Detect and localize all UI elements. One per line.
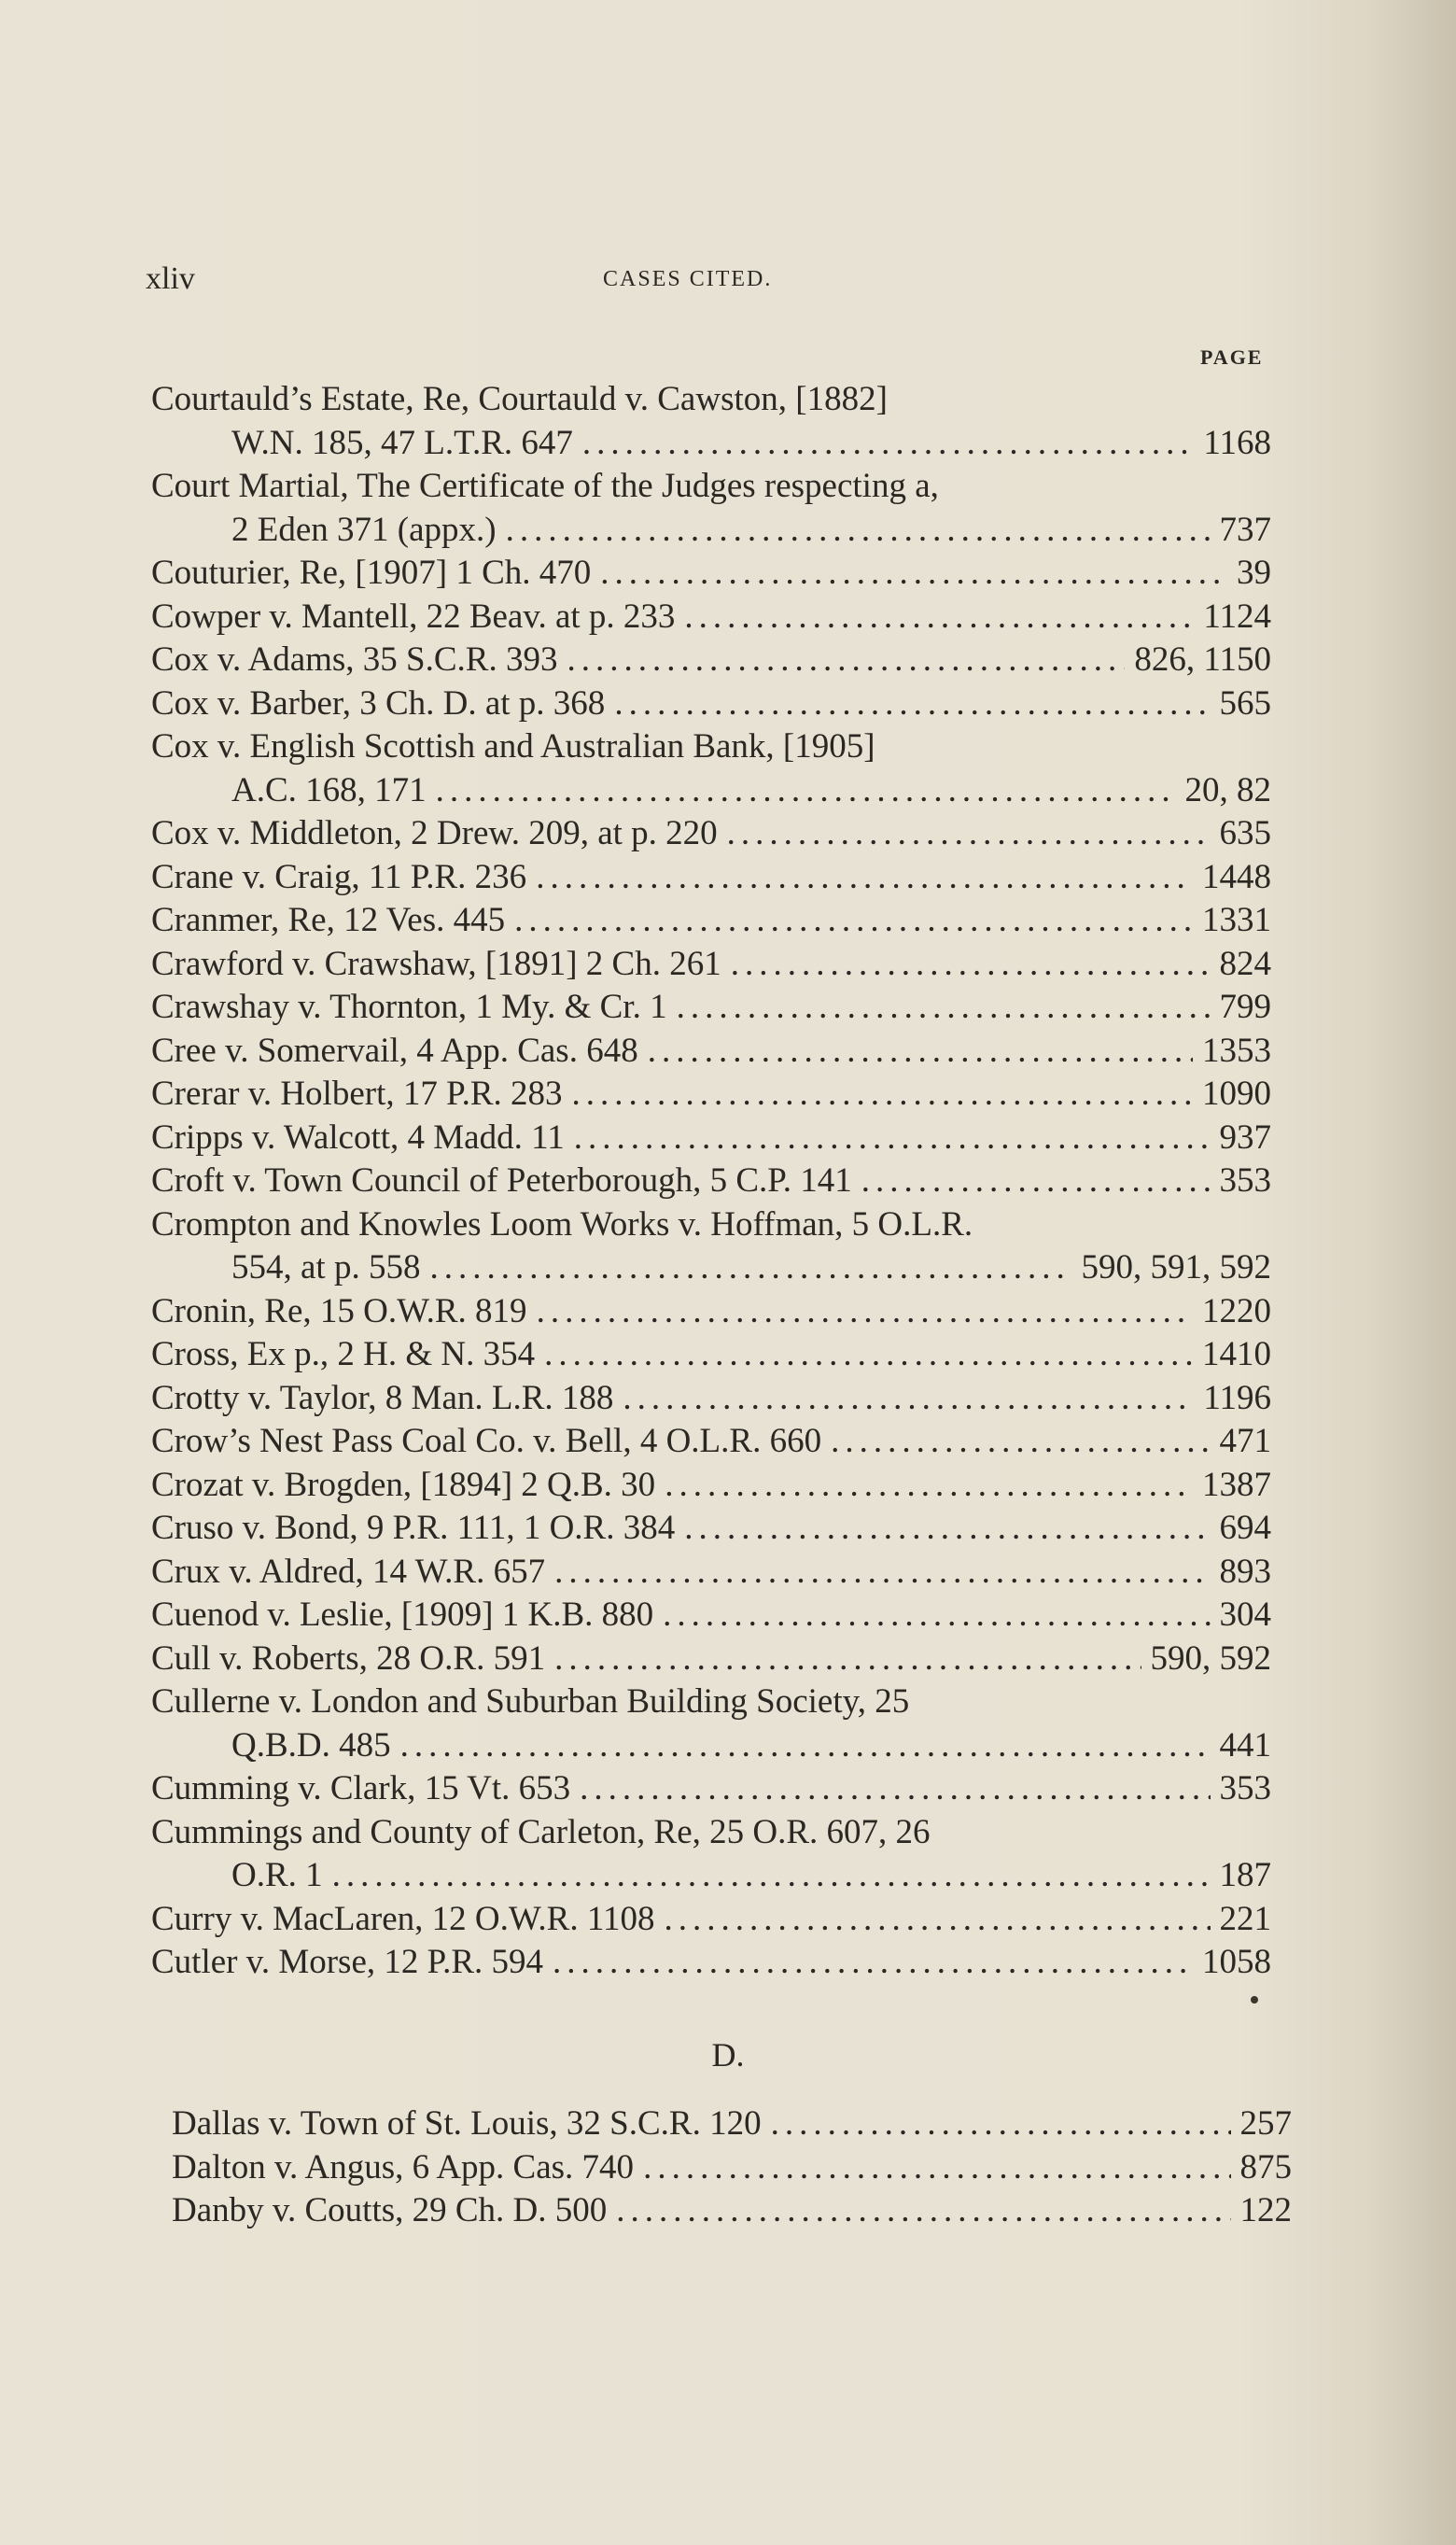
- case-entry: [172, 2189, 1292, 2233]
- case-line: [151, 378, 1271, 422]
- dot-leader: [544, 1333, 1193, 1377]
- case-entry: [151, 1030, 1271, 1074]
- page-reference: 1353: [1202, 1031, 1271, 1070]
- case-citation-text: Crompton and Knowles Loom Works v. Hoffman, 5 O.L.R.: [151, 1204, 973, 1244]
- dot-leader: [332, 1854, 1211, 1898]
- case-entry: [151, 682, 1271, 726]
- case-citation-text: Court Martial, The Certificate of the Judges respecting a,: [151, 467, 939, 505]
- page-reference: 221: [1219, 1899, 1271, 1938]
- page-header: [146, 261, 1275, 308]
- case-line: [151, 1290, 1271, 1334]
- case-citation-text: Croft v. Town Council of Peterborough, 5 C.P. 141: [151, 1161, 852, 1200]
- case-citation-text: Cronin, Re, 15 O.W.R. 819: [151, 1291, 527, 1330]
- case-entry: [151, 1941, 1271, 1985]
- case-line: [151, 1030, 1271, 1074]
- case-entry: [151, 856, 1271, 900]
- dot-leader: [684, 1507, 1210, 1551]
- page-reference: 826, 1150: [1134, 640, 1271, 679]
- dot-leader: [616, 2189, 1230, 2233]
- section-heading-d: D.: [711, 2036, 745, 2074]
- dot-leader: [554, 1551, 1210, 1595]
- case-line: [151, 1941, 1271, 1985]
- case-entry: [151, 1333, 1271, 1377]
- case-line: [151, 812, 1271, 856]
- case-citation-text: Dallas v. Town of St. Louis, 32 S.C.R. 120: [172, 2104, 762, 2143]
- dot-leader: [664, 1898, 1210, 1942]
- case-citation-text: Crozat v. Brogden, [1894] 2 Q.B. 30: [151, 1465, 656, 1504]
- case-citation-text: Cruso v. Bond, 9 P.R. 111, 1 O.R. 384: [151, 1509, 676, 1547]
- page-reference: 1124: [1203, 597, 1271, 636]
- case-entry: [151, 986, 1271, 1030]
- dot-leader: [663, 1594, 1210, 1638]
- case-line: [151, 1854, 1271, 1898]
- case-line: [151, 1246, 1271, 1290]
- dot-leader: [506, 509, 1211, 553]
- dot-leader: [861, 1160, 1211, 1203]
- case-entry: [151, 1160, 1271, 1203]
- page-reference: 590, 591, 592: [1081, 1248, 1271, 1287]
- case-citation-text: Cull v. Roberts, 28 O.R. 591: [151, 1638, 546, 1678]
- case-entry: [151, 943, 1271, 987]
- case-citation-text: Crow’s Nest Pass Coal Co. v. Bell, 4 O.L.R. 660: [151, 1422, 822, 1460]
- case-line: [151, 943, 1271, 987]
- case-citation-text: Cox v. Barber, 3 Ch. D. at p. 368: [151, 683, 606, 723]
- page-reference: 20, 82: [1184, 770, 1271, 809]
- case-line: [172, 2189, 1292, 2233]
- page-reference: 893: [1219, 1552, 1271, 1591]
- case-entry: [151, 552, 1271, 596]
- case-entry: [151, 899, 1271, 943]
- case-line: [151, 1160, 1271, 1203]
- page-column-label: PAGE: [1200, 345, 1264, 369]
- case-entry: [151, 596, 1271, 640]
- page-reference: 1058: [1202, 1943, 1271, 1981]
- case-line: [172, 2146, 1292, 2190]
- case-line: [151, 1811, 1271, 1855]
- dot-leader: [572, 1073, 1193, 1117]
- page-reference: 1196: [1203, 1378, 1271, 1417]
- page-reference: 937: [1219, 1118, 1271, 1157]
- case-line: [151, 725, 1271, 769]
- folio-number: xliv: [146, 261, 195, 296]
- case-line: [151, 682, 1271, 726]
- case-line: [151, 1680, 1271, 1724]
- case-citation-text: 554, at p. 558: [231, 1248, 421, 1287]
- page-reference: 1168: [1203, 423, 1271, 462]
- page-reference: 122: [1239, 2191, 1292, 2229]
- case-entry: [151, 1811, 1271, 1898]
- case-entry: [151, 725, 1271, 812]
- case-citation-text: Cox v. Middleton, 2 Drew. 209, at p. 220: [151, 814, 718, 852]
- page-reference: 1410: [1202, 1335, 1271, 1373]
- page-reference: 1331: [1202, 901, 1271, 939]
- case-citation-text: Crawford v. Crawshaw, [1891] 2 Ch. 261: [151, 944, 721, 983]
- dot-leader: [574, 1117, 1211, 1160]
- case-entry: [172, 2102, 1292, 2146]
- case-entry: [151, 1073, 1271, 1117]
- page-reference: 737: [1219, 510, 1271, 549]
- case-line: [151, 856, 1271, 900]
- case-line: [151, 1507, 1271, 1551]
- case-citation-text: Cross, Ex p., 2 H. & N. 354: [151, 1335, 536, 1373]
- page-reference: 353: [1219, 1769, 1271, 1807]
- case-entry: [151, 1507, 1271, 1551]
- dot-leader: [429, 1246, 1071, 1290]
- case-entry: [151, 1290, 1271, 1334]
- case-citation-text: Dalton v. Angus, 6 App. Cas. 740: [172, 2147, 635, 2186]
- cases-list-c: [151, 378, 1271, 1985]
- page-reference: 590, 592: [1150, 1638, 1271, 1678]
- dot-leader: [727, 812, 1211, 856]
- case-citation-text: Cranmer, Re, 12 Ves. 445: [151, 901, 506, 939]
- page-reference: 304: [1219, 1596, 1271, 1634]
- case-citation-text: O.R. 1: [231, 1856, 323, 1894]
- dot-leader: [771, 2102, 1231, 2146]
- case-citation-text: Cutler v. Morse, 12 P.R. 594: [151, 1943, 544, 1981]
- case-line: [151, 1377, 1271, 1421]
- case-citation-text: Cullerne v. London and Suburban Building Society, 25: [151, 1682, 910, 1721]
- page-reference: 1090: [1202, 1075, 1271, 1113]
- case-citation-text: Cowper v. Mantell, 22 Beav. at p. 233: [151, 597, 676, 636]
- case-citation-text: Crerar v. Holbert, 17 P.R. 283: [151, 1075, 563, 1113]
- case-citation-text: Cree v. Somervail, 4 App. Cas. 648: [151, 1031, 638, 1070]
- case-line: [151, 1073, 1271, 1117]
- page-reference: 1220: [1202, 1291, 1271, 1330]
- cases-list-d: [172, 2102, 1292, 2233]
- page-reference: 799: [1219, 988, 1271, 1026]
- case-line: [151, 1898, 1271, 1942]
- case-citation-text: 2 Eden 371 (appx.): [231, 510, 497, 549]
- case-entry: [151, 812, 1271, 856]
- dot-leader: [536, 856, 1193, 900]
- page-reference: 565: [1219, 683, 1271, 723]
- dot-leader: [684, 596, 1194, 640]
- case-citation-text: Q.B.D. 485: [231, 1725, 391, 1765]
- case-citation-text: Courtauld’s Estate, Re, Courtauld v. Cawston, [1882]: [151, 380, 888, 418]
- case-entry: [151, 378, 1271, 465]
- page-reference: 441: [1219, 1725, 1271, 1765]
- case-citation-text: Cumming v. Clark, 15 Vt. 653: [151, 1769, 571, 1807]
- page-reference: 1387: [1202, 1465, 1271, 1504]
- page-reference: 257: [1239, 2104, 1292, 2143]
- case-citation-text: Curry v. MacLaren, 12 O.W.R. 1108: [151, 1899, 655, 1938]
- page-reference: 694: [1219, 1509, 1271, 1547]
- case-entry: [151, 1464, 1271, 1508]
- case-citation-text: Cummings and County of Carleton, Re, 25 O.R. 607, 26: [151, 1812, 931, 1851]
- dot-leader: [831, 1420, 1210, 1464]
- case-line: [151, 1464, 1271, 1508]
- dot-leader: [436, 769, 1176, 813]
- case-entry: [172, 2146, 1292, 2190]
- dot-leader: [514, 899, 1193, 943]
- running-head: CASES CITED.: [603, 267, 773, 291]
- case-entry: [151, 639, 1271, 682]
- page-reference: 471: [1219, 1422, 1271, 1460]
- page-reference: 353: [1219, 1161, 1271, 1200]
- page-reference: 1448: [1202, 857, 1271, 896]
- case-entry: [151, 1203, 1271, 1290]
- case-entry: [151, 1594, 1271, 1638]
- case-entry: [151, 1377, 1271, 1421]
- case-line: [151, 899, 1271, 943]
- case-citation-text: Crawshay v. Thornton, 1 My. & Cr. 1: [151, 988, 667, 1026]
- case-entry: [151, 1767, 1271, 1811]
- case-citation-text: Danby v. Coutts, 29 Ch. D. 500: [172, 2191, 608, 2229]
- case-citation-text: A.C. 168, 171: [231, 770, 427, 809]
- case-entry: [151, 1898, 1271, 1942]
- case-line: [151, 422, 1271, 466]
- dot-leader: [731, 943, 1211, 987]
- page-reference: 875: [1239, 2147, 1292, 2186]
- dot-leader: [600, 552, 1227, 596]
- case-line: [151, 465, 1271, 509]
- ink-speck: [1251, 1996, 1258, 2004]
- case-line: [172, 2102, 1292, 2146]
- case-line: [151, 986, 1271, 1030]
- case-entry: [151, 465, 1271, 552]
- dot-leader: [582, 422, 1194, 466]
- dot-leader: [553, 1941, 1193, 1985]
- case-entry: [151, 1420, 1271, 1464]
- case-line: [151, 1203, 1271, 1247]
- case-citation-text: W.N. 185, 47 L.T.R. 647: [231, 423, 573, 462]
- case-line: [151, 1724, 1271, 1768]
- case-line: [151, 1420, 1271, 1464]
- case-citation-text: Cripps v. Walcott, 4 Madd. 11: [151, 1118, 565, 1157]
- case-entry: [151, 1117, 1271, 1160]
- dot-leader: [567, 639, 1126, 682]
- page-reference: 187: [1219, 1856, 1271, 1894]
- dot-leader: [648, 1030, 1193, 1074]
- dot-leader: [554, 1638, 1141, 1681]
- page-reference: 824: [1219, 944, 1271, 983]
- page-reference: 39: [1237, 554, 1271, 592]
- case-entry: [151, 1638, 1271, 1681]
- dot-leader: [400, 1724, 1211, 1768]
- dot-leader: [537, 1290, 1193, 1334]
- case-line: [151, 1333, 1271, 1377]
- case-citation-text: Cox v. English Scottish and Australian Bank, [1905]: [151, 727, 875, 766]
- case-line: [151, 639, 1271, 682]
- case-line: [151, 1117, 1271, 1160]
- case-entry: [151, 1680, 1271, 1767]
- case-citation-text: Crotty v. Taylor, 8 Man. L.R. 188: [151, 1378, 614, 1417]
- case-line: [151, 596, 1271, 640]
- case-line: [151, 509, 1271, 553]
- case-citation-text: Crux v. Aldred, 14 W.R. 657: [151, 1552, 546, 1591]
- dot-leader: [677, 986, 1211, 1030]
- dot-leader: [580, 1767, 1210, 1811]
- case-entry: [151, 1551, 1271, 1595]
- case-citation-text: Cuenod v. Leslie, [1909] 1 K.B. 880: [151, 1596, 654, 1634]
- case-line: [151, 1594, 1271, 1638]
- case-line: [151, 552, 1271, 596]
- case-citation-text: Couturier, Re, [1907] 1 Ch. 470: [151, 554, 592, 592]
- page-reference: 635: [1219, 814, 1271, 852]
- dot-leader: [623, 1377, 1194, 1421]
- dot-leader: [665, 1464, 1193, 1508]
- case-line: [151, 1638, 1271, 1681]
- dot-leader: [614, 682, 1210, 726]
- case-citation-text: Cox v. Adams, 35 S.C.R. 393: [151, 640, 558, 679]
- case-line: [151, 1767, 1271, 1811]
- case-citation-text: Crane v. Craig, 11 P.R. 236: [151, 857, 527, 896]
- case-line: [151, 1551, 1271, 1595]
- case-line: [151, 769, 1271, 813]
- dot-leader: [643, 2146, 1230, 2190]
